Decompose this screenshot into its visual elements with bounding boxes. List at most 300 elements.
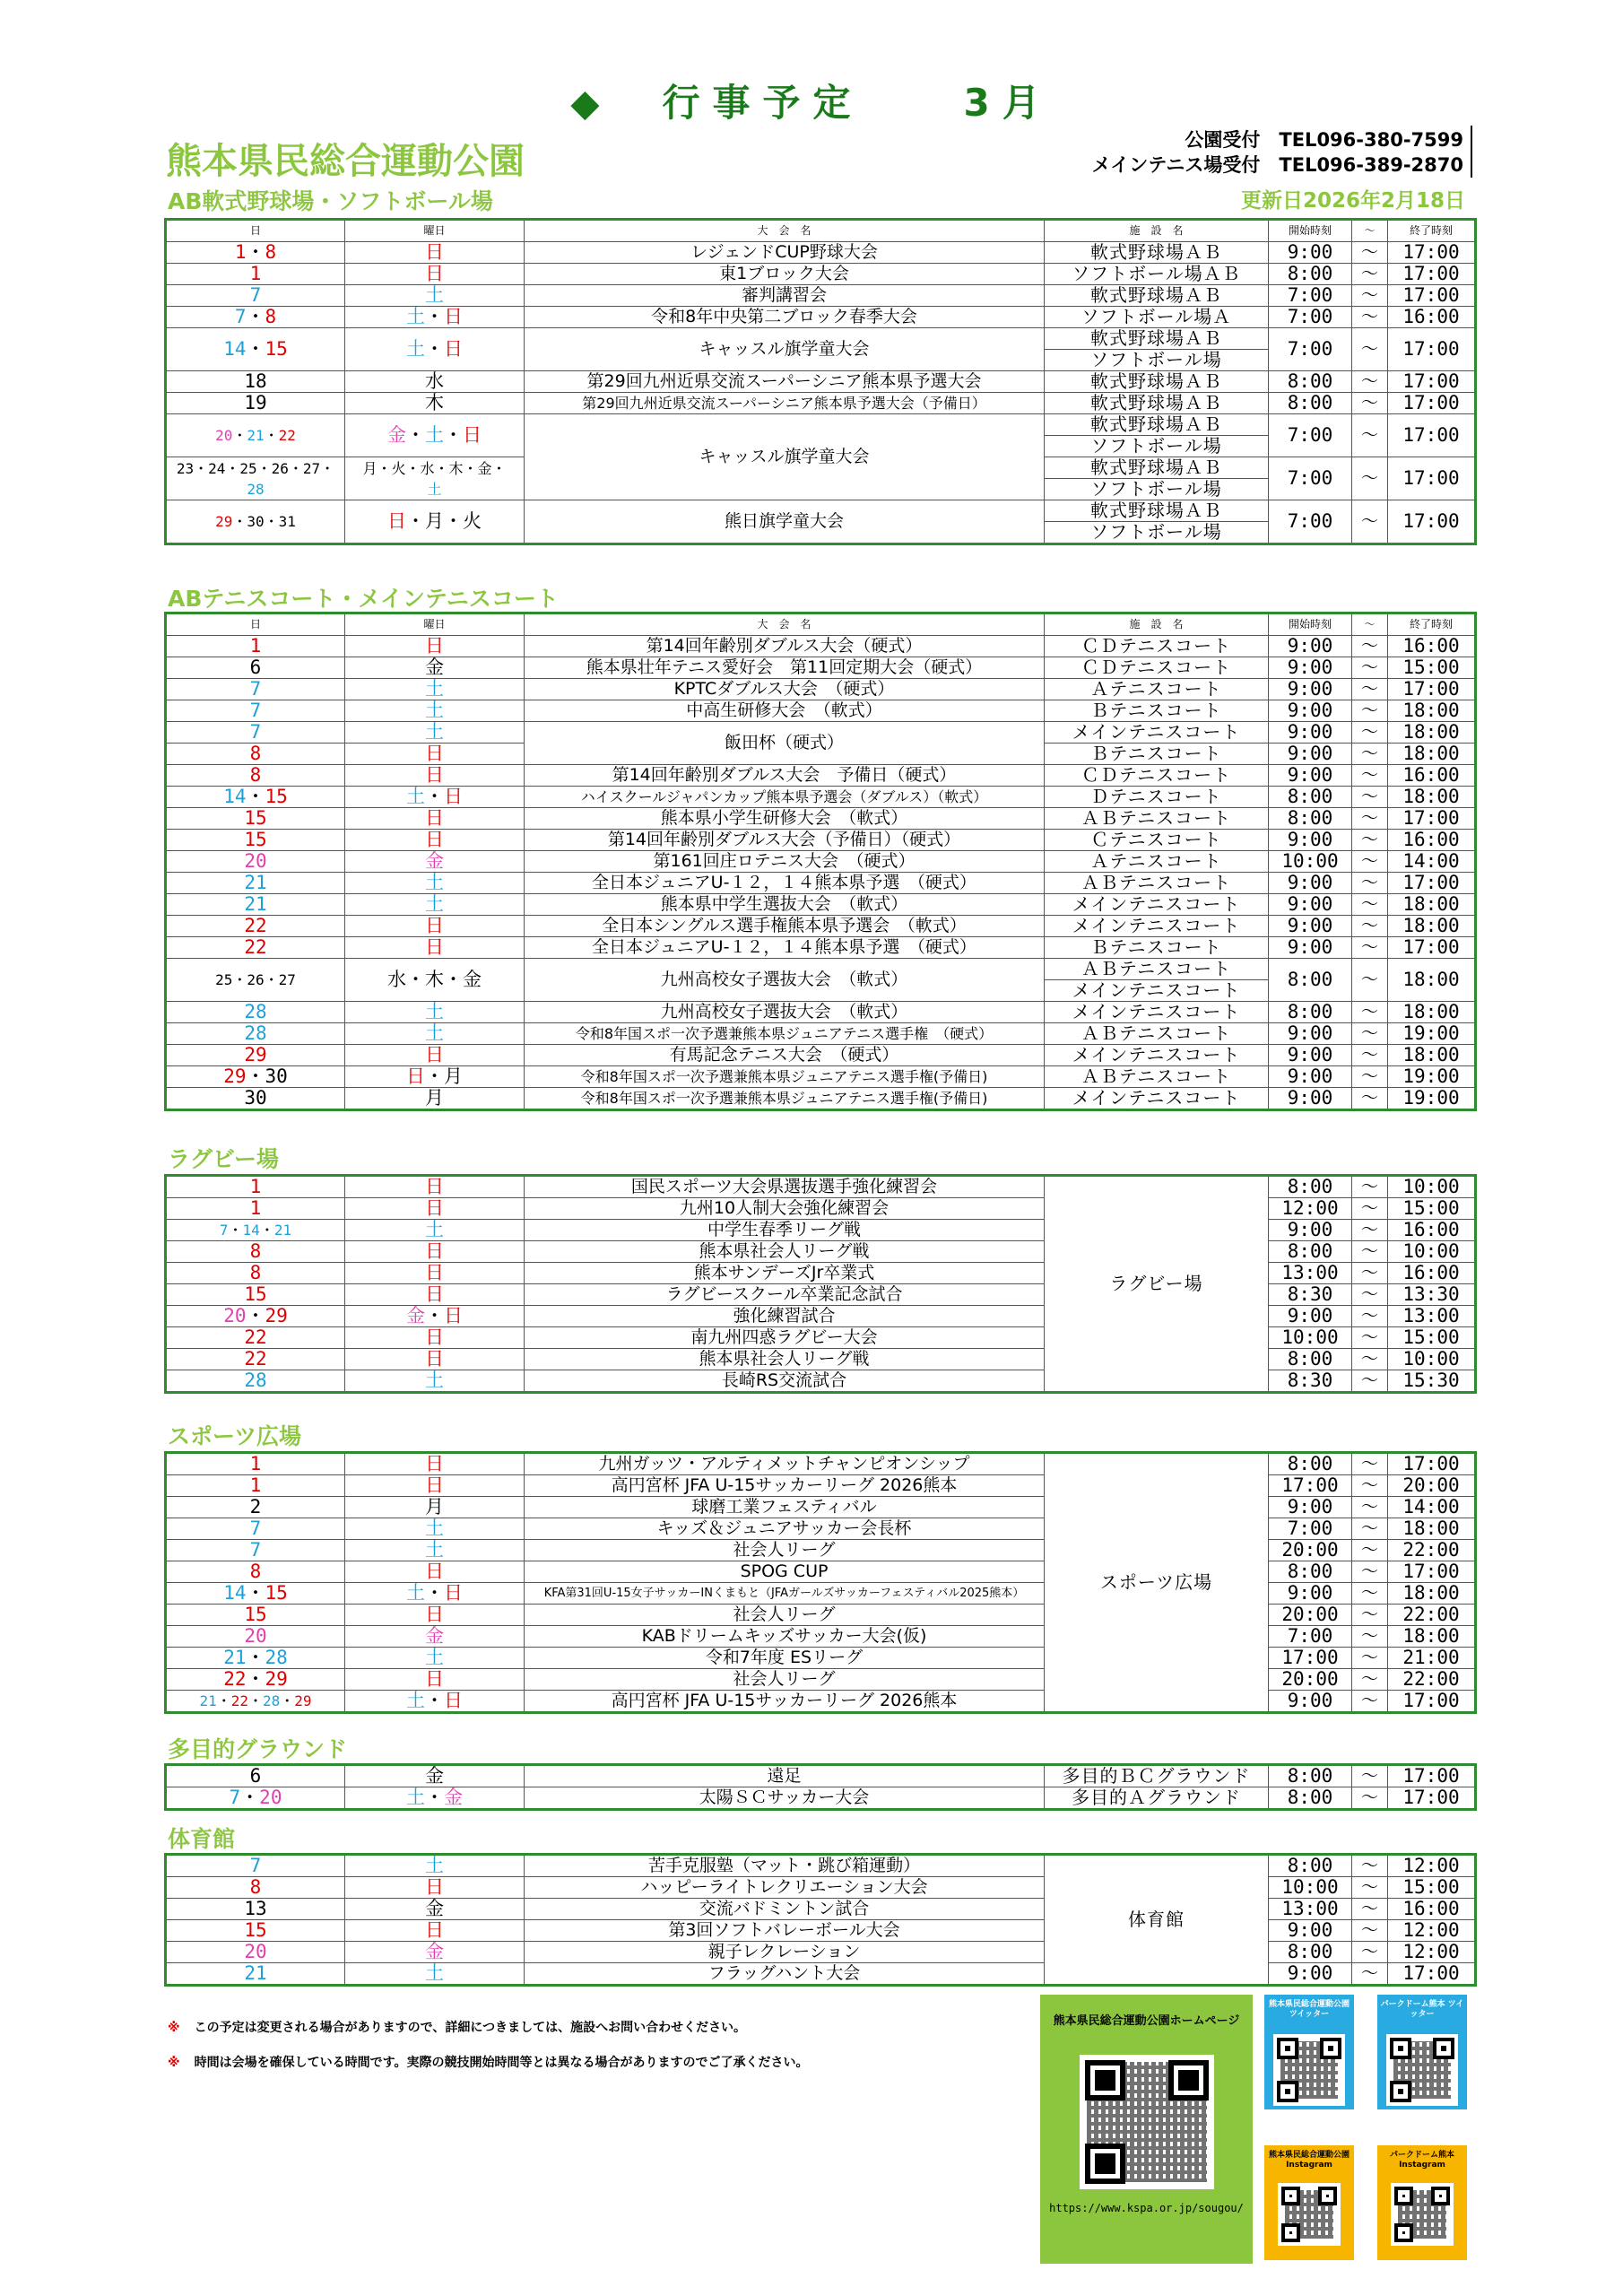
facility-name: ＣＤテニスコート — [1045, 765, 1269, 787]
date-value: 7 — [249, 284, 262, 306]
tilde-separator: ～ — [1352, 1263, 1388, 1284]
date-value: 1・8 — [234, 241, 277, 263]
tilde-separator: ～ — [1352, 1540, 1388, 1561]
facility-name: ＡＢテニスコート — [1045, 808, 1269, 830]
date-cell — [166, 414, 345, 457]
weekday-value: 土 — [425, 1219, 444, 1240]
start-time: 8:30 — [1269, 1370, 1352, 1393]
qr-code-icon[interactable] — [1278, 2183, 1341, 2246]
date-cell — [166, 1540, 345, 1561]
date-value: 15 — [244, 1919, 267, 1941]
column-header-facility: 施 設 名 — [1045, 220, 1269, 242]
table-row — [166, 1176, 1476, 1198]
page-title: ◆ 行事予定 3月 — [570, 81, 1053, 125]
qr-code-icon[interactable] — [1080, 2055, 1214, 2189]
qr-code-icon[interactable] — [1386, 2034, 1458, 2106]
date-cell — [166, 1855, 345, 1877]
date-cell — [166, 1453, 345, 1475]
facility-name: 軟式野球場ＡＢ — [1045, 500, 1269, 522]
event-name: 中高生研修大会 （軟式） — [525, 700, 1045, 722]
facility-name: 軟式野球場ＡＢ — [1045, 371, 1269, 393]
weekday-value: 金 — [425, 1941, 444, 1962]
end-time: 17:00 — [1388, 414, 1476, 457]
event-name: 審判講習会 — [525, 285, 1045, 307]
weekday-value: 日 — [425, 1044, 444, 1065]
facility-name: ＡＢテニスコート — [1045, 959, 1269, 980]
date-cell — [166, 679, 345, 700]
event-name: 熊本県社会人リーグ戦 — [525, 1241, 1045, 1263]
date-cell — [166, 937, 345, 959]
tilde-separator: ～ — [1352, 1045, 1388, 1066]
weekday-value: 日 — [425, 1919, 444, 1941]
section-tennis: ABテニスコート・メインテニスコート — [168, 586, 559, 612]
date-value: 2 — [249, 1496, 262, 1518]
end-time: 18:00 — [1388, 894, 1476, 916]
table-row — [166, 285, 1476, 307]
baseball-table — [164, 218, 1477, 545]
event-name: 熊本サンデーズJr卒業式 — [525, 1263, 1045, 1284]
date-cell — [166, 1370, 345, 1393]
facility-name: メインテニスコート — [1045, 894, 1269, 916]
date-cell — [166, 1045, 345, 1066]
start-time: 8:00 — [1269, 264, 1352, 285]
event-name: 高円宮杯 JFA U-15サッカーリーグ 2026熊本 — [525, 1691, 1045, 1713]
date-value: 21 — [244, 893, 267, 915]
date-cell — [166, 264, 345, 285]
date-value: 8 — [249, 1262, 262, 1283]
date-value: 14・15 — [223, 338, 288, 360]
end-time: 17:00 — [1388, 808, 1476, 830]
qr-code-icon[interactable] — [1273, 2034, 1345, 2106]
weekday-value: 土・日 — [406, 306, 463, 327]
date-cell — [166, 1561, 345, 1583]
date-value: 20 — [244, 1941, 267, 1962]
start-time: 8:00 — [1269, 1002, 1352, 1023]
tilde-separator: ～ — [1352, 1066, 1388, 1088]
table-row — [166, 1306, 1476, 1327]
weekday-cell — [345, 414, 525, 457]
table-row — [166, 1648, 1476, 1669]
date-cell — [166, 1583, 345, 1605]
weekday-cell — [345, 1198, 525, 1220]
tilde-separator: ～ — [1352, 307, 1388, 328]
table-row — [166, 1920, 1476, 1942]
end-time: 16:00 — [1388, 636, 1476, 657]
weekday-cell — [345, 1284, 525, 1306]
weekday-value: 金 — [425, 657, 444, 678]
weekday-cell — [345, 1241, 525, 1263]
table-row — [166, 1899, 1476, 1920]
end-time: 15:30 — [1388, 1370, 1476, 1393]
instagram-qr-park[interactable] — [1264, 2145, 1354, 2260]
date-cell — [166, 1066, 345, 1088]
weekday-cell — [345, 744, 525, 765]
weekday-value: 月・火・水・木・金・ — [362, 459, 507, 477]
tilde-separator: ～ — [1352, 1176, 1388, 1198]
weekday-cell — [345, 1669, 525, 1691]
date-value: 18 — [244, 370, 267, 392]
weekday-cell — [345, 457, 525, 500]
end-time: 10:00 — [1388, 1349, 1476, 1370]
event-name: 全日本ジュニアU-１２，１４熊本県予選 （硬式） — [525, 873, 1045, 894]
date-value: 20 — [244, 1625, 267, 1647]
date-value: 7・14・21 — [219, 1222, 292, 1239]
weekday-value: 月 — [425, 1087, 444, 1109]
end-time: 15:00 — [1388, 1327, 1476, 1349]
end-time: 17:00 — [1388, 1453, 1476, 1475]
instagram-qr-park-title: 熊本県民総合運動公園 Instagram — [1268, 2151, 1350, 2170]
date-value: 7 — [249, 1539, 262, 1561]
tilde-separator: ～ — [1352, 500, 1388, 544]
weekday-cell — [345, 264, 525, 285]
tilde-separator: ～ — [1352, 1518, 1388, 1540]
date-value: 22 — [244, 1326, 267, 1348]
end-time: 22:00 — [1388, 1669, 1476, 1691]
start-time: 7:00 — [1269, 414, 1352, 457]
facility-name: Ｂテニスコート — [1045, 937, 1269, 959]
facility-name: ＡＢテニスコート — [1045, 1066, 1269, 1088]
event-name: KPTCダブルス大会 （硬式） — [525, 679, 1045, 700]
end-time: 14:00 — [1388, 851, 1476, 873]
end-time: 22:00 — [1388, 1540, 1476, 1561]
date-value: 21・22・28・29 — [199, 1692, 312, 1709]
table-row — [166, 1349, 1476, 1370]
start-time: 20:00 — [1269, 1669, 1352, 1691]
tilde-separator: ～ — [1352, 414, 1388, 457]
column-header-facility: 施 設 名 — [1045, 613, 1269, 636]
start-time: 9:00 — [1269, 1023, 1352, 1045]
table-row — [166, 1370, 1476, 1393]
weekday-cell — [345, 873, 525, 894]
table-row — [166, 242, 1476, 264]
start-time: 7:00 — [1269, 307, 1352, 328]
homepage-url[interactable]: https://www.kspa.or.jp/sougou/ — [1049, 2202, 1244, 2214]
weekday-cell — [345, 765, 525, 787]
event-name: 全日本ジュニアU-１２，１４熊本県予選 （硬式） — [525, 937, 1045, 959]
end-time: 13:30 — [1388, 1284, 1476, 1306]
event-name: 熊本県中学生選抜大会 （軟式） — [525, 894, 1045, 916]
end-time: 17:00 — [1388, 1691, 1476, 1713]
end-time: 18:00 — [1388, 744, 1476, 765]
weekday-cell — [345, 285, 525, 307]
weekday-value: 日・月・火 — [387, 510, 482, 532]
event-name: 飯田杯（硬式） — [525, 722, 1045, 765]
date-value: 15 — [244, 1283, 267, 1305]
start-time: 9:00 — [1269, 894, 1352, 916]
column-header-end: 終了時刻 — [1388, 613, 1476, 636]
event-name: 第29回九州近県交流スーパーシニア熊本県予選大会 — [525, 371, 1045, 393]
date-cell — [166, 1963, 345, 1986]
start-time: 7:00 — [1269, 1518, 1352, 1540]
weekday-value: 土 — [425, 1370, 444, 1391]
date-value: 30 — [244, 1087, 267, 1109]
facility-name: Ａテニスコート — [1045, 679, 1269, 700]
weekday-cell — [345, 1942, 525, 1963]
tilde-separator: ～ — [1352, 916, 1388, 937]
weekday-value: 土 — [425, 1962, 444, 1984]
table-row — [166, 1877, 1476, 1899]
event-name: 第29回九州近県交流スーパーシニア熊本県予選大会（予備日） — [525, 393, 1045, 414]
tilde-separator: ～ — [1352, 1942, 1388, 1963]
date-cell — [166, 371, 345, 393]
date-cell — [166, 636, 345, 657]
start-time: 9:00 — [1269, 722, 1352, 744]
start-time: 9:00 — [1269, 1066, 1352, 1088]
facility-name: ソフトボール場 — [1045, 479, 1269, 500]
start-time: 9:00 — [1269, 1045, 1352, 1066]
table-row — [166, 1327, 1476, 1349]
end-time: 17:00 — [1388, 328, 1476, 371]
column-header-event: 大 会 名 — [525, 220, 1045, 242]
table-row — [166, 787, 1476, 808]
weekday-cell — [345, 1899, 525, 1920]
weekday-value: 水 — [425, 370, 444, 392]
end-time: 17:00 — [1388, 1963, 1476, 1986]
start-time: 8:00 — [1269, 1765, 1352, 1787]
date-cell — [166, 744, 345, 765]
weekday-value: 金 — [425, 1765, 444, 1787]
date-cell — [166, 1088, 345, 1110]
date-value: 6 — [249, 1765, 262, 1787]
table-row — [166, 1088, 1476, 1110]
weekday-value: 日 — [425, 936, 444, 958]
start-time: 9:00 — [1269, 916, 1352, 937]
event-name: 熊本県社会人リーグ戦 — [525, 1349, 1045, 1370]
end-time: 18:00 — [1388, 1045, 1476, 1066]
event-name: 九州10人制大会強化練習会 — [525, 1198, 1045, 1220]
date-cell — [166, 1263, 345, 1284]
start-time: 8:30 — [1269, 1284, 1352, 1306]
tilde-separator: ～ — [1352, 1605, 1388, 1626]
table-row — [166, 371, 1476, 393]
end-time: 17:00 — [1388, 371, 1476, 393]
facility-name: ＣＤテニスコート — [1045, 636, 1269, 657]
date-value: 7・20 — [229, 1787, 282, 1808]
date-value: 1 — [249, 1474, 262, 1496]
weekday-cell — [345, 851, 525, 873]
date-value: 19 — [244, 392, 267, 413]
contact-park: 公園受付 TEL096-380-7599 — [1051, 126, 1472, 152]
start-time: 9:00 — [1269, 242, 1352, 264]
start-time: 8:00 — [1269, 1176, 1352, 1198]
weekday-cell — [345, 657, 525, 679]
start-time: 9:00 — [1269, 679, 1352, 700]
date-value: 23・24・25・26・27・ — [176, 459, 335, 477]
end-time: 16:00 — [1388, 1263, 1476, 1284]
note-1 — [168, 2018, 746, 2036]
tilde-separator: ～ — [1352, 1370, 1388, 1393]
end-time: 21:00 — [1388, 1648, 1476, 1669]
date-value: 8 — [249, 743, 262, 764]
date-cell — [166, 959, 345, 1002]
start-time: 12:00 — [1269, 1198, 1352, 1220]
end-time: 12:00 — [1388, 1920, 1476, 1942]
tilde-separator: ～ — [1352, 1561, 1388, 1583]
date-value: 8 — [249, 1561, 262, 1582]
weekday-value: 日 — [425, 1348, 444, 1370]
date-cell — [166, 457, 345, 500]
event-name: ラグビースクール卒業記念試合 — [525, 1284, 1045, 1306]
tilde-separator: ～ — [1352, 1023, 1388, 1045]
start-time: 8:00 — [1269, 1349, 1352, 1370]
twitter-qr-park[interactable] — [1264, 1995, 1354, 2109]
table-row — [166, 1497, 1476, 1518]
event-name: 熊本県小学生研修大会 （軟式） — [525, 808, 1045, 830]
tilde-separator: ～ — [1352, 1963, 1388, 1986]
tilde-separator: ～ — [1352, 371, 1388, 393]
weekday-value: 日・月 — [406, 1065, 463, 1087]
weekday-value: 土・日 — [406, 1582, 463, 1604]
twitter-qr-dome[interactable] — [1377, 1995, 1467, 2109]
date-value: 1 — [249, 1453, 262, 1474]
weekday-value: 土・日 — [406, 786, 463, 807]
homepage-qr-panel[interactable] — [1040, 1995, 1253, 2264]
event-name: 全日本シングルス選手権熊本県予選会 （軟式） — [525, 916, 1045, 937]
facility-name: メインテニスコート — [1045, 1002, 1269, 1023]
facility-name: 軟式野球場ＡＢ — [1045, 328, 1269, 350]
date-value: 7・8 — [234, 306, 277, 327]
weekday-value: 土・日 — [406, 1690, 463, 1711]
date-value: 8 — [249, 1240, 262, 1262]
end-time: 17:00 — [1388, 500, 1476, 544]
start-time: 7:00 — [1269, 1626, 1352, 1648]
date-value: 8 — [249, 764, 262, 786]
weekday-cell — [345, 1765, 525, 1787]
weekday-cell — [345, 1497, 525, 1518]
end-time: 19:00 — [1388, 1088, 1476, 1110]
start-time: 9:00 — [1269, 700, 1352, 722]
date-cell — [166, 1475, 345, 1497]
date-cell — [166, 700, 345, 722]
note-1-text: この予定は変更される場合がありますので、詳細につきましては、施設へお問い合わせください。 — [194, 2021, 747, 2035]
end-time: 10:00 — [1388, 1176, 1476, 1198]
event-name: 令和8年中央第二ブロック春季大会 — [525, 307, 1045, 328]
table-row — [166, 1475, 1476, 1497]
table-row — [166, 959, 1476, 980]
tilde-separator: ～ — [1352, 1899, 1388, 1920]
table-row — [166, 1518, 1476, 1540]
weekday-cell — [345, 393, 525, 414]
tilde-separator: ～ — [1352, 1002, 1388, 1023]
facility-name: Ｄテニスコート — [1045, 787, 1269, 808]
tilde-separator: ～ — [1352, 657, 1388, 679]
event-name: 九州高校女子選抜大会 （軟式） — [525, 1002, 1045, 1023]
start-time: 9:00 — [1269, 1088, 1352, 1110]
weekday-cell — [345, 1453, 525, 1475]
date-cell — [166, 1241, 345, 1263]
facility-name: ＡＢテニスコート — [1045, 1023, 1269, 1045]
facility-name: 軟式野球場ＡＢ — [1045, 414, 1269, 436]
date-value: 28 — [244, 1370, 267, 1391]
weekday-cell — [345, 1855, 525, 1877]
table-header-row — [166, 613, 1476, 636]
multi-table — [164, 1763, 1477, 1811]
start-time: 9:00 — [1269, 744, 1352, 765]
table-row — [166, 1583, 1476, 1605]
end-time: 17:00 — [1388, 1561, 1476, 1583]
date-cell — [166, 657, 345, 679]
tilde-separator: ～ — [1352, 722, 1388, 744]
weekday-cell — [345, 1648, 525, 1669]
weekday-value: 土 — [425, 1647, 444, 1668]
start-time: 13:00 — [1269, 1899, 1352, 1920]
facility-name: ラグビー場 — [1045, 1176, 1269, 1393]
twitter-qr-dome-title: パークドーム熊本 ツイッター — [1380, 2000, 1464, 2019]
weekday-value: 金・土・日 — [387, 424, 482, 446]
weekday-cell — [345, 1023, 525, 1045]
end-time: 18:00 — [1388, 700, 1476, 722]
event-name: 令和8年国スポ一次予選兼熊本県ジュニアテニス選手権 （硬式） — [525, 1023, 1045, 1045]
table-row — [166, 1220, 1476, 1241]
weekday-cell — [345, 1220, 525, 1241]
start-time: 7:00 — [1269, 328, 1352, 371]
weekday-cell — [345, 1877, 525, 1899]
facility-name: スポーツ広場 — [1045, 1453, 1269, 1713]
weekday-value: 金 — [425, 850, 444, 872]
end-time: 18:00 — [1388, 1583, 1476, 1605]
tilde-separator: ～ — [1352, 937, 1388, 959]
tilde-separator: ～ — [1352, 1088, 1388, 1110]
event-name: 長崎RS交流試合 — [525, 1370, 1045, 1393]
start-time: 17:00 — [1269, 1648, 1352, 1669]
facility-name: 軟式野球場ＡＢ — [1045, 242, 1269, 264]
table-row — [166, 894, 1476, 916]
table-row — [166, 1605, 1476, 1626]
date-cell — [166, 1198, 345, 1220]
column-header-start: 開始時刻 — [1269, 613, 1352, 636]
tilde-separator: ～ — [1352, 787, 1388, 808]
sports-table — [164, 1451, 1477, 1714]
start-time: 8:00 — [1269, 787, 1352, 808]
date-cell — [166, 765, 345, 787]
date-value: 6 — [249, 657, 262, 678]
event-name: 令和7年度 ESリーグ — [525, 1648, 1045, 1669]
qr-code-icon[interactable] — [1391, 2183, 1454, 2246]
homepage-qr-title: 熊本県民総合運動公園ホームページ — [1053, 2014, 1240, 2028]
weekday-value: 日 — [425, 1326, 444, 1348]
date-cell — [166, 1669, 345, 1691]
instagram-qr-dome[interactable] — [1377, 2145, 1467, 2260]
date-value: 14・15 — [223, 1582, 288, 1604]
tilde-separator: ～ — [1352, 328, 1388, 371]
start-time: 8:00 — [1269, 371, 1352, 393]
date-value: 15 — [244, 829, 267, 850]
date-cell — [166, 1920, 345, 1942]
weekday-cell — [345, 371, 525, 393]
table-row — [166, 937, 1476, 959]
date-value: 7 — [249, 721, 262, 743]
weekday-value: 日 — [425, 1561, 444, 1582]
date-cell — [166, 1497, 345, 1518]
gym-table — [164, 1853, 1477, 1987]
column-header-end: 終了時刻 — [1388, 220, 1476, 242]
tilde-separator: ～ — [1352, 765, 1388, 787]
note-2-text: 時間は会場を確保している時間です。実際の競技開始時間等とは異なる場合がありますのでご了承ください。 — [194, 2056, 809, 2070]
facility-name: ソフトボール場 — [1045, 350, 1269, 371]
event-name: キャッスル旗学童大会 — [525, 328, 1045, 371]
weekday-value: 土・金 — [406, 1787, 463, 1808]
section-sports: スポーツ広場 — [168, 1423, 302, 1449]
date-cell — [166, 1306, 345, 1327]
start-time: 7:00 — [1269, 457, 1352, 500]
weekday-cell — [345, 1088, 525, 1110]
end-time: 18:00 — [1388, 722, 1476, 744]
column-header-event: 大 会 名 — [525, 613, 1045, 636]
date-value: 29・30・31 — [215, 513, 296, 530]
weekday-cell — [345, 1963, 525, 1986]
event-name: 国民スポーツ大会県選抜選手強化練習会 — [525, 1176, 1045, 1198]
end-time: 17:00 — [1388, 873, 1476, 894]
